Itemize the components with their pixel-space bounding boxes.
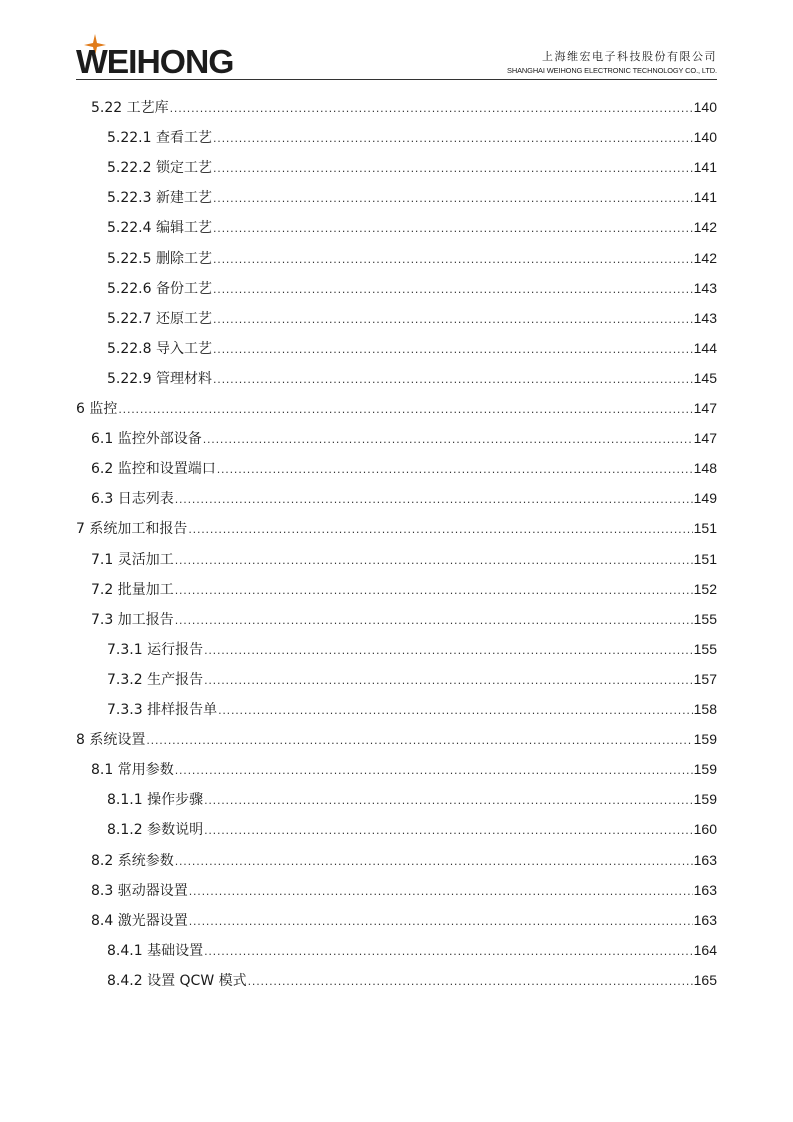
toc-entry-label: 8.3 驱动器设置 — [91, 882, 188, 899]
toc-entry-page: 164 — [693, 941, 717, 958]
toc-leader-dots — [213, 339, 693, 361]
toc-entry[interactable] — [107, 698, 717, 720]
logo-text: WEIHONG — [76, 43, 234, 80]
toc-entry-label: 8.1.1 操作步骤 — [107, 792, 204, 809]
toc-entry[interactable] — [91, 608, 717, 630]
toc-leader-dots — [146, 730, 692, 752]
header-divider — [76, 79, 717, 80]
toc-leader-dots — [213, 218, 693, 240]
toc-entry-label: 8.4 激光器设置 — [91, 912, 188, 929]
toc-entry-label: 8.4.2 设置 QCW 模式 — [107, 972, 247, 989]
toc-entry[interactable] — [107, 247, 717, 269]
toc-entry-page: 159 — [693, 761, 717, 778]
toc-entry-label: 7.3 加工报告 — [91, 611, 174, 628]
toc-entry[interactable] — [107, 186, 717, 208]
toc-leader-dots — [213, 249, 693, 271]
toc-entry[interactable] — [91, 427, 717, 449]
toc-entry-page: 143 — [693, 279, 717, 296]
toc-entry[interactable] — [107, 156, 717, 178]
weihong-logo — [76, 43, 234, 80]
toc-entry-page: 158 — [693, 701, 717, 717]
toc-entry-page: 160 — [693, 821, 717, 838]
toc-entry[interactable] — [91, 96, 717, 118]
toc-entry-page: 149 — [693, 490, 717, 507]
toc-leader-dots — [175, 760, 693, 782]
toc-entry[interactable] — [91, 487, 717, 509]
toc-entry[interactable] — [91, 758, 717, 780]
toc-leader-dots — [213, 309, 693, 331]
toc-entry[interactable] — [91, 909, 717, 931]
toc-entry-label: 8.1.2 参数说明 — [107, 822, 204, 839]
toc-entry[interactable] — [107, 939, 717, 961]
toc-entry-label: 5.22.1 查看工艺 — [107, 130, 212, 147]
toc-entry[interactable] — [107, 367, 717, 389]
toc-entry-label: 6.3 日志列表 — [91, 491, 174, 508]
toc-leader-dots — [213, 158, 693, 180]
toc-entry[interactable] — [107, 788, 717, 810]
toc-leader-dots — [213, 128, 693, 150]
toc-entry-page: 147 — [693, 400, 717, 416]
toc-leader-dots — [203, 429, 693, 451]
toc-leader-dots — [204, 941, 693, 963]
toc-entry-label: 5.22.5 删除工艺 — [107, 250, 212, 267]
toc-entry[interactable] — [76, 397, 717, 419]
toc-entry-label: 5.22.3 新建工艺 — [107, 190, 212, 207]
toc-entry-label: 6.2 监控和设置端口 — [91, 461, 216, 478]
toc-entry-label: 8.1 常用参数 — [91, 762, 174, 779]
toc-leader-dots — [204, 820, 693, 842]
toc-entry-page: 163 — [693, 881, 717, 898]
toc-entry-page: 145 — [693, 369, 717, 386]
toc-leader-dots — [175, 489, 693, 511]
toc-entry-label: 6.1 监控外部设备 — [91, 431, 202, 448]
toc-leader-dots — [213, 369, 693, 391]
toc-entry-label: 5.22.4 编辑工艺 — [107, 220, 212, 237]
toc-entry-page: 144 — [693, 339, 717, 356]
toc-entry-page: 157 — [693, 670, 717, 687]
toc-entry-page: 163 — [693, 851, 717, 868]
toc-entry-page: 151 — [693, 550, 717, 567]
toc-entry[interactable] — [76, 728, 717, 750]
toc-entry-label: 6 监控 — [76, 401, 118, 417]
toc-entry[interactable] — [107, 668, 717, 690]
toc-entry[interactable] — [107, 638, 717, 660]
toc-entry[interactable] — [107, 969, 717, 991]
toc-entry[interactable] — [107, 216, 717, 238]
page-header — [0, 0, 793, 82]
toc-entry-label: 7.3.1 运行报告 — [107, 641, 204, 658]
toc-entry-page: 147 — [693, 430, 717, 447]
toc-entry-page: 148 — [693, 460, 717, 477]
toc-entry-label: 5.22.8 导入工艺 — [107, 340, 212, 357]
toc-entry-label: 8.2 系统参数 — [91, 852, 174, 869]
toc-entry[interactable] — [107, 337, 717, 359]
toc-entry-page: 142 — [693, 249, 717, 266]
toc-leader-dots — [189, 881, 693, 903]
toc-entry-page: 151 — [693, 520, 717, 537]
toc-entry-label: 7.1 灵活加工 — [91, 551, 174, 568]
company-name — [507, 50, 717, 76]
toc-entry-page: 140 — [693, 99, 717, 115]
toc-entry-page: 140 — [693, 129, 717, 146]
toc-entry-page: 155 — [693, 610, 717, 627]
toc-leader-dots — [189, 911, 693, 933]
toc-leader-dots — [170, 98, 693, 120]
toc-entry[interactable] — [91, 548, 717, 570]
toc-entry-label: 8.4.1 基础设置 — [107, 942, 204, 959]
toc-entry-label: 5.22.2 锁定工艺 — [107, 160, 212, 177]
toc-entry-page: 141 — [693, 159, 717, 176]
toc-leader-dots — [175, 550, 693, 572]
toc-leader-dots — [204, 640, 693, 662]
toc-entry[interactable] — [91, 849, 717, 871]
toc-leader-dots — [218, 700, 693, 722]
toc-entry-label: 7 系统加工和报告 — [76, 521, 188, 538]
toc-entry-page: 155 — [693, 640, 717, 657]
company-name-cn: 上海维宏电子科技股份有限公司 — [542, 50, 717, 63]
toc-entry[interactable] — [107, 126, 717, 148]
toc-entry-page: 143 — [693, 309, 717, 326]
toc-entry-page: 142 — [693, 219, 717, 236]
toc-entry-label: 5.22 工艺库 — [91, 100, 169, 116]
toc-entry-page: 163 — [693, 911, 717, 928]
toc-entry[interactable] — [76, 517, 717, 539]
toc-leader-dots — [204, 790, 693, 812]
toc-entry-page: 165 — [693, 971, 717, 988]
toc-entry-label: 5.22.6 备份工艺 — [107, 280, 212, 297]
toc-entry-page: 152 — [693, 580, 717, 597]
toc-leader-dots — [175, 610, 693, 632]
toc-entry[interactable] — [107, 307, 717, 329]
toc-entry[interactable] — [91, 457, 717, 479]
toc-leader-dots — [204, 670, 693, 692]
toc-entry-page: 159 — [693, 731, 717, 748]
toc-entry-label: 5.22.9 管理材料 — [107, 370, 212, 387]
toc-leader-dots — [175, 851, 693, 873]
toc-leader-dots — [217, 459, 693, 481]
toc-leader-dots — [213, 279, 693, 301]
toc-entry-label: 7.3.3 排样报告单 — [107, 702, 218, 718]
company-name-en: SHANGHAI WEIHONG ELECTRONIC TECHNOLOGY CO., LTD. — [507, 66, 717, 75]
toc-entry-page: 141 — [693, 189, 717, 206]
toc-entry-label: 7.3.2 生产报告 — [107, 671, 204, 688]
toc-leader-dots — [248, 971, 693, 993]
toc-leader-dots — [213, 188, 693, 210]
toc-entry[interactable] — [107, 818, 717, 840]
toc-leader-dots — [188, 519, 692, 541]
toc-entry[interactable] — [107, 277, 717, 299]
toc-entry-label: 7.2 批量加工 — [91, 581, 174, 598]
toc-entry-label: 5.22.7 还原工艺 — [107, 310, 212, 327]
toc-entry[interactable] — [91, 879, 717, 901]
toc-entry-label: 8 系统设置 — [76, 732, 146, 749]
toc-entry-page: 159 — [693, 791, 717, 808]
toc-entry[interactable] — [91, 578, 717, 600]
toc-leader-dots — [118, 399, 692, 421]
toc-leader-dots — [175, 580, 693, 602]
